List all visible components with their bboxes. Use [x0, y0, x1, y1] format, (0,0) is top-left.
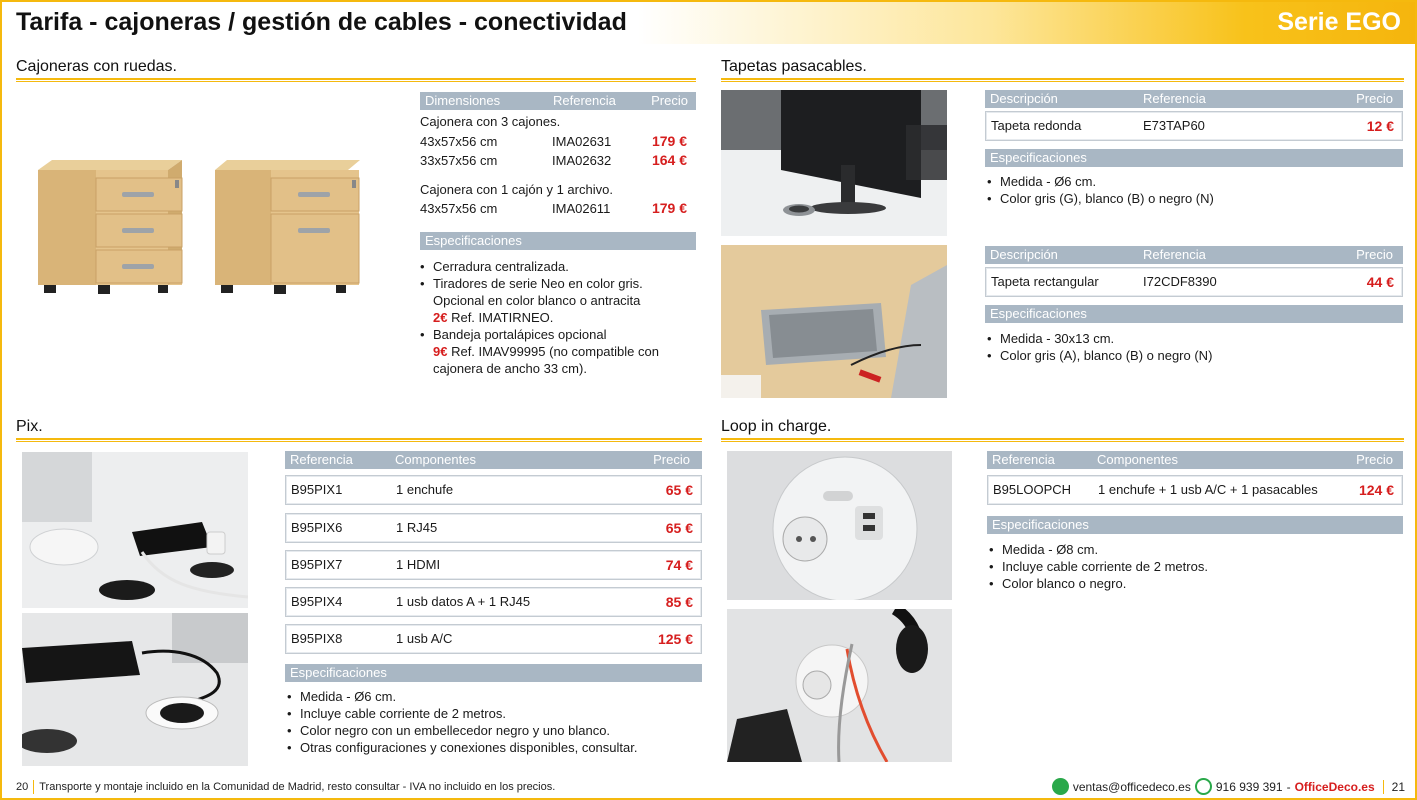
component-cell: 1 usb datos A + 1 RJ45	[396, 594, 531, 609]
dimension-cell: 43x57x56 cm	[420, 201, 498, 216]
pix-table-header	[285, 451, 702, 469]
reference-cell: B95PIX6	[291, 520, 343, 535]
cajoneras-spec-list	[420, 258, 700, 377]
spec-item: • Color gris (A), blanco (B) o negro (N)	[987, 347, 1397, 364]
col-componentes: Componentes	[395, 452, 476, 467]
component-cell: 1 HDMI	[396, 557, 441, 572]
reference-cell: B95PIX8	[291, 631, 343, 646]
tapetas-spec-list-2	[987, 330, 1397, 364]
description-cell: Tapeta rectangular	[991, 274, 1099, 289]
section-rule	[16, 438, 702, 442]
loop-desk-photo	[727, 609, 952, 762]
col-dimensiones: Dimensiones	[425, 93, 501, 108]
col-precio: Precio	[653, 452, 690, 467]
price-cell: 44 €	[1366, 274, 1394, 290]
section-heading-pix: Pix.	[16, 418, 43, 435]
reference-cell: I72CDF8390	[1143, 274, 1217, 289]
section-heading-loop: Loop in charge.	[721, 418, 832, 435]
spec-item: • Medida - 30x13 cm.	[987, 330, 1397, 347]
component-cell: 1 usb A/C	[396, 631, 453, 646]
col-referencia: Referencia	[1143, 91, 1206, 106]
pix-desk-photo	[22, 452, 248, 608]
footer-note	[16, 780, 555, 794]
price-cell: 125 €	[657, 631, 693, 647]
spec-item: • Color negro con un embellecedor negro y uno blanco.	[287, 722, 702, 739]
component-cell: 1 RJ45	[396, 520, 438, 535]
section-rule	[16, 78, 696, 82]
reference-cell: B95PIX1	[291, 482, 343, 497]
spec-header: Especificaciones	[985, 149, 1403, 167]
col-referencia: Referencia	[1143, 247, 1206, 262]
tapetas-table-header-2	[985, 246, 1403, 264]
drawer-units-image	[22, 152, 392, 312]
component-cell: 1 enchufe + 1 usb A/C + 1 pasacables	[1098, 482, 1318, 497]
page-number-right: 21	[1391, 779, 1405, 794]
page-header	[2, 2, 1415, 44]
price-cell: 74 €	[665, 557, 693, 573]
spec-header: Especificaciones	[987, 516, 1403, 534]
loop-table-header	[987, 451, 1403, 469]
spec-header: Especificaciones	[985, 305, 1403, 323]
reference-cell: IMA02631	[552, 134, 612, 149]
spec-item: • Medida - Ø6 cm.	[287, 688, 702, 705]
footer-divider	[1383, 780, 1384, 794]
section-rule	[721, 78, 1404, 82]
table-row	[987, 475, 1403, 505]
round-grommet-photo	[721, 90, 947, 236]
component-cell: 1 enchufe	[396, 482, 454, 497]
table-row	[985, 267, 1403, 297]
price-cell: 179 €	[651, 200, 687, 216]
footer-contact	[1052, 778, 1405, 795]
phone-icon	[1195, 778, 1212, 795]
rectangular-grommet-photo	[721, 245, 947, 398]
footer-dash: -	[1286, 779, 1291, 794]
section-heading-tapetas: Tapetas pasacables.	[721, 58, 867, 75]
loop-closeup-photo	[727, 451, 952, 600]
table-row	[985, 111, 1403, 141]
price-cell: 179 €	[651, 133, 687, 149]
contact-phone[interactable]: 916 939 391	[1215, 779, 1283, 794]
page-title: Tarifa - cajoneras / gestión de cables - conectividad	[16, 8, 627, 36]
series-label: Serie EGO	[1277, 8, 1401, 36]
spec-item: • Medida - Ø8 cm.	[989, 541, 1399, 558]
col-precio: Precio	[1356, 91, 1393, 106]
price-cell: 164 €	[651, 152, 687, 168]
pix-spec-list	[287, 688, 702, 756]
table-row	[285, 587, 702, 617]
brand-link[interactable]: OfficeDeco.es	[1294, 779, 1375, 794]
reference-cell: B95LOOPCH	[993, 482, 1072, 497]
table-row	[285, 475, 702, 505]
footer-divider	[33, 780, 34, 794]
col-referencia: Referencia	[290, 452, 353, 467]
price-cell: 85 €	[665, 594, 693, 610]
price-cell: 12 €	[1366, 118, 1394, 134]
spec-item: • Medida - Ø6 cm.	[987, 173, 1397, 190]
col-precio: Precio	[651, 93, 688, 108]
reference-cell: IMA02632	[552, 153, 612, 168]
section-rule	[721, 438, 1404, 442]
reference-cell: E73TAP60	[1143, 118, 1205, 133]
price-cell: 65 €	[665, 520, 693, 536]
cajoneras-table-header	[420, 92, 696, 110]
col-descripcion: Descripción	[990, 247, 1058, 262]
shipping-note: Transporte y montaje incluido en la Comunidad de Madrid, resto consultar - IVA no incluido en los precios.	[39, 780, 556, 793]
spec-item: • Tiradores de serie Neo en color gris. Opcional en color blanco o antracita 2€ Ref. IMATIRNEO.	[420, 275, 700, 326]
col-referencia: Referencia	[553, 93, 616, 108]
col-precio: Precio	[1356, 452, 1393, 467]
loop-spec-list	[989, 541, 1399, 592]
reference-cell: IMA02611	[552, 201, 611, 216]
reference-cell: B95PIX7	[291, 557, 343, 572]
spec-item: • Cerradura centralizada.	[420, 258, 700, 275]
spec-header: Especificaciones	[420, 232, 696, 250]
page-number-left: 20	[16, 780, 29, 793]
price-cell: 124 €	[1358, 482, 1394, 498]
spec-item: • Incluye cable corriente de 2 metros.	[989, 558, 1399, 575]
group-label: Cajonera con 1 cajón y 1 archivo.	[420, 182, 613, 197]
table-row	[285, 624, 702, 654]
group-label: Cajonera con 3 cajones.	[420, 114, 561, 129]
col-referencia: Referencia	[992, 452, 1055, 467]
tapetas-table-header-1	[985, 90, 1403, 108]
reference-cell: B95PIX4	[291, 594, 343, 609]
price-cell: 65 €	[665, 482, 693, 498]
contact-email[interactable]: ventas@officedeco.es	[1072, 779, 1191, 794]
col-componentes: Componentes	[1097, 452, 1178, 467]
email-icon	[1052, 778, 1069, 795]
spec-item: • Otras configuraciones y conexiones disponibles, consultar.	[287, 739, 702, 756]
spec-item: • Color blanco o negro.	[989, 575, 1399, 592]
table-row	[285, 550, 702, 580]
col-descripcion: Descripción	[990, 91, 1058, 106]
dimension-cell: 33x57x56 cm	[420, 153, 498, 168]
section-heading-cajoneras: Cajoneras con ruedas.	[16, 58, 177, 75]
spec-item: • Color gris (G), blanco (B) o negro (N)	[987, 190, 1397, 207]
pix-phone-photo	[22, 613, 248, 766]
dimension-cell: 43x57x56 cm	[420, 134, 498, 149]
tapetas-spec-list-1	[987, 173, 1397, 207]
table-row	[285, 513, 702, 543]
spec-item: • Incluye cable corriente de 2 metros.	[287, 705, 702, 722]
spec-header: Especificaciones	[285, 664, 702, 682]
description-cell: Tapeta redonda	[991, 118, 1082, 133]
spec-item: • Bandeja portalápices opcional 9€ Ref. IMAV99995 (no compatible con cajonera de ancho 33 cm).	[420, 326, 700, 377]
col-precio: Precio	[1356, 247, 1393, 262]
